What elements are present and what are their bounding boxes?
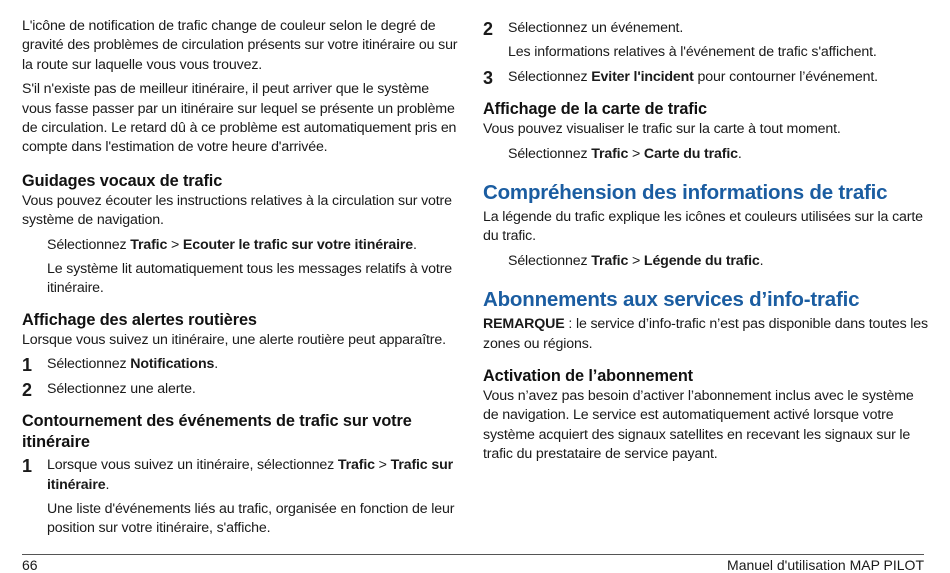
remark-label: REMARQUE [483,316,565,333]
traffic-map-body: Vous pouvez visualiser le trafic sur la carte à tout moment. [483,121,841,138]
road-alerts-body: Lorsque vous suivez un itinéraire, une alerte routière peut apparaître. [22,331,446,348]
traffic-info-heading: Compréhension des informations de trafic [483,181,888,205]
menu-listen-traffic: Ecouter le trafic sur votre itinéraire [182,236,413,253]
menu-traffic-on-route: Trafic sur itinéraire [47,457,453,493]
menu-trafic: Trafic [130,236,168,253]
detour-step-2: 2 Sélectionnez un événement. [483,19,684,39]
voice-guidance-instruction: Sélectionnez Trafic > Ecouter le trafic sur votre itinéraire. [47,236,417,253]
road-alerts-heading: Affichage des alertes routières [22,310,257,329]
step-number: 1 [22,355,33,376]
menu-avoid-incident: Eviter l'incident [591,68,694,85]
intro-paragraph-2: S'il n'existe pas de meilleur itinéraire, il peut arriver que le système vous fasse passer par un itinéraire sur lequel se présente un problème de circulation. Le retard dû à ce problème est automatiquement pris en compte dans l'estimation de votre heure d'arrivée. [22,81,457,156]
step-number: 3 [483,67,494,88]
detour-step-2-note: Les informations relatives à l'événement de trafic s'affichent. [508,44,877,61]
right-column [483,0,928,465]
subscriptions-heading: Abonnements aux services d’info-trafic [483,288,860,312]
voice-guidance-body: Vous pouvez écouter les instructions relatives à la circulation sur votre système de navigation. [22,192,452,229]
menu-trafic: Trafic [591,252,629,269]
menu-traffic-legend: Légende du trafic [643,252,760,269]
voice-guidance-note: Le système lit automatiquement tous les messages relatifs à votre itinéraire. [47,261,453,297]
menu-traffic-map: Carte du trafic [643,145,738,162]
step-number: 2 [483,19,494,39]
menu-trafic: Trafic [337,457,375,474]
menu-notifications: Notifications [130,356,215,373]
step-number: 1 [22,456,33,477]
left-column [22,0,462,539]
manual-title: Manuel d'utilisation MAP PILOT [727,557,924,573]
traffic-map-instruction: Sélectionnez Trafic > Carte du trafic. [508,145,742,162]
road-alerts-step-1: 1 Sélectionnez Notifications. [22,355,218,376]
intro-paragraph-1: L'icône de notification de trafic change de couleur selon le degré de gravité des problèmes de circulation présents sur votre itinéraire ou sur la route sur laquelle vous vous trouvez. [22,18,458,73]
traffic-map-heading: Affichage de la carte de trafic [483,100,708,119]
detour-heading: Contournement des événements de trafic sur votre itinéraire [22,412,412,452]
voice-guidance-heading: Guidages vocaux de trafic [22,171,223,190]
detour-step-1-note: Une liste d'événements liés au trafic, organisée en fonction de leur position sur votre itinéraire, s'affiche. [47,500,455,537]
detour-step-3: 3 Sélectionnez Eviter l'incident pour contourner l’événement. [483,67,878,88]
step-number: 2 [22,379,33,400]
road-alerts-step-2: 2 Sélectionnez une alerte. [22,379,196,400]
menu-trafic: Trafic [591,145,629,162]
footer-divider [22,554,924,555]
activation-body: Vous n’avez pas besoin d’activer l’abonnement inclus avec le système de navigation. Le service est automatiquement activé lorsque votre système acquiert des signaux satellites en recevant les signaux sur le trafic du prestataire de service payant. [483,388,914,463]
activation-heading: Activation de l’abonnement [483,367,693,386]
page-number: 66 [22,557,38,573]
detour-step-1: 1 Lorsque vous suivez un itinéraire, sélectionnez Trafic > Trafic sur itinéraire. [22,456,453,493]
traffic-info-body: La légende du trafic explique les icônes et couleurs utilisées sur la carte du trafic. [483,209,923,245]
subscriptions-remark: REMARQUE : le service d’info-trafic n’est pas disponible dans toutes les zones ou régions. [483,316,928,352]
traffic-info-instruction: Sélectionnez Trafic > Légende du trafic. [508,252,764,269]
